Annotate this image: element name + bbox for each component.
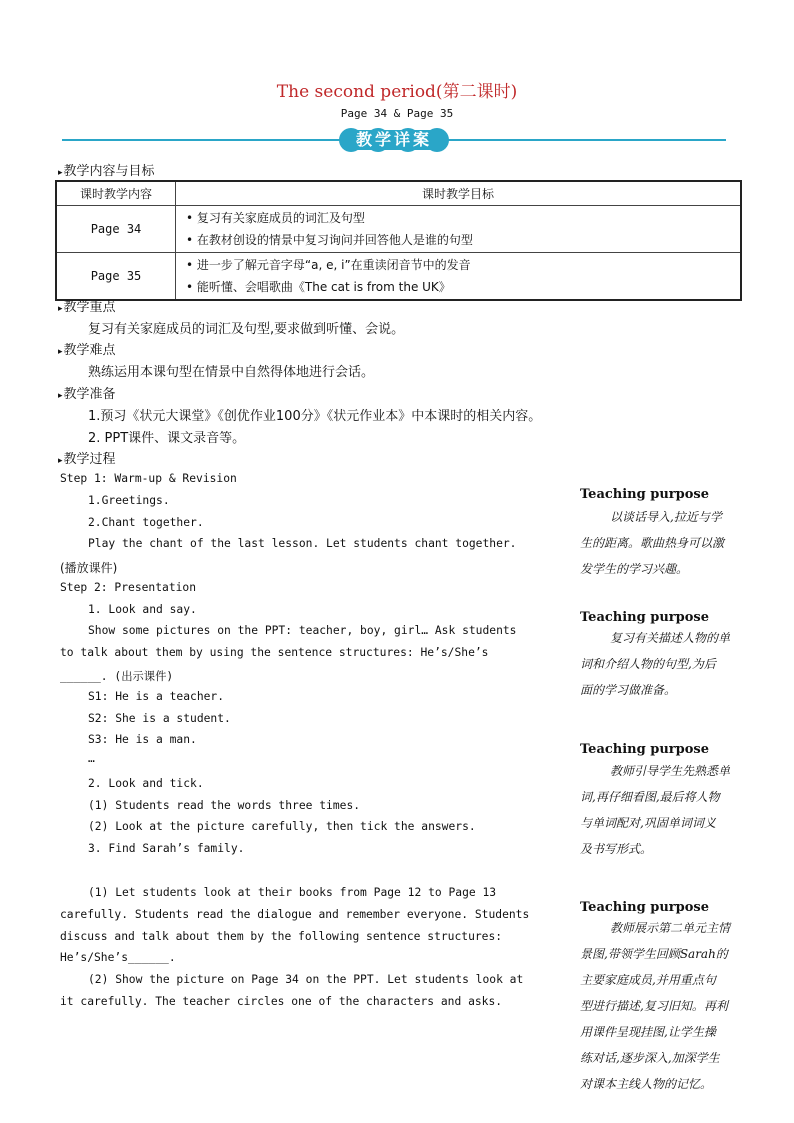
- process-line: (播放课件): [60, 561, 118, 575]
- difficulties-text: 熟练运用本课句型在情景中自然得体地进行会话。: [88, 365, 375, 380]
- sidebar-heading: Teaching purpose: [580, 610, 709, 625]
- process-line: S1: He is a teacher.: [88, 690, 225, 703]
- sidebar-line: 以谈话导入,拉近与学: [610, 510, 722, 524]
- sidebar-line: 教师展示第二单元主情: [610, 921, 731, 935]
- sidebar-line: 词和介绍人物的句型,为后: [580, 657, 716, 671]
- process-line: 1. Look and say.: [88, 603, 197, 616]
- process-line: (2) Look at the picture carefully, then tick the answers.: [88, 820, 476, 833]
- table-cell-page: Page 35: [56, 253, 176, 301]
- process-line: He’s/She’s______.: [60, 951, 176, 964]
- goal-item: • 进一步了解元音字母“a, e, i”在重读闭音节中的发音: [186, 258, 471, 272]
- process-line: 2. Look and tick.: [88, 777, 204, 790]
- process-line: 1.Greetings.: [88, 494, 170, 507]
- process-line: carefully. Students read the dialogue and remember everyone. Students: [60, 908, 530, 921]
- prep-item: 2. PPT课件、课文录音等。: [88, 431, 246, 446]
- sidebar-heading: Teaching purpose: [580, 487, 709, 502]
- process-line: (1) Let students look at their books from Page 12 to Page 13: [88, 886, 497, 899]
- section-content-goals: ▸ 教学内容与目标: [58, 160, 155, 179]
- process-line: Step 2: Presentation: [60, 581, 197, 594]
- process-line: …: [88, 752, 95, 765]
- table-header-row: [56, 181, 741, 206]
- sidebar-line: 主要家庭成员,并用重点句: [580, 973, 716, 987]
- process-line: S3: He is a man.: [88, 733, 197, 746]
- sidebar-line: 面的学习做准备。: [580, 683, 677, 697]
- process-line: it carefully. The teacher circles one of the characters and asks.: [60, 995, 503, 1008]
- banner-label: 教学详案: [355, 130, 432, 149]
- process-line: to talk about them by using the sentence structures: He’s/She’s: [60, 646, 489, 659]
- sidebar-note: [580, 915, 750, 1097]
- process-line: ______. (出示课件): [60, 670, 174, 683]
- table-cell-goals: [176, 206, 742, 253]
- sidebar-line: 型进行描述,复习旧知。再利: [580, 999, 728, 1013]
- sidebar-line: 词,再仔细看图,最后将人物: [580, 790, 720, 804]
- section-key-points: ▸ 教学重点: [58, 296, 116, 315]
- goal-item: • 在教材创设的情景中复习询问并回答他人是谁的句型: [186, 233, 473, 247]
- table-header-goals: 课时教学目标: [176, 181, 742, 206]
- key-points-text: 复习有关家庭成员的词汇及句型,要求做到听懂、会说。: [88, 322, 405, 337]
- section-preparation: ▸ 教学准备: [58, 383, 116, 402]
- sidebar-line: 教师引导学生先熟悉单: [610, 764, 731, 778]
- process-line: discuss and talk about them by the following sentence structures:: [60, 930, 503, 943]
- sidebar-line: 练对话,逐步深入,加深学生: [580, 1051, 720, 1065]
- process-line: Step 1: Warm-up & Revision: [60, 472, 237, 485]
- objectives-table: [55, 180, 742, 301]
- sidebar-line: 对课本主线人物的记忆。: [580, 1077, 713, 1091]
- table-cell-page: Page 34: [56, 206, 176, 253]
- table-row: [56, 253, 741, 301]
- goal-item: • 能听懂、会唱歌曲《The cat is from the UK》: [186, 280, 451, 294]
- sidebar-line: 生的距离。歌曲热身可以激: [580, 536, 725, 550]
- section-difficulties: ▸ 教学难点: [58, 339, 116, 358]
- table-header-content: 课时教学内容: [56, 181, 176, 206]
- sidebar-line: 发学生的学习兴趣。: [580, 562, 689, 576]
- sidebar-note: [580, 625, 750, 703]
- process-line: S2: She is a student.: [88, 712, 231, 725]
- sidebar-line: 与单词配对,巩固单词词义: [580, 816, 716, 830]
- sidebar-line: 景图,带领学生回顾Sarah的: [580, 947, 728, 961]
- page-range: Page 34 & Page 35: [340, 107, 454, 120]
- prep-item: 1.预习《状元大课堂》《创优作业100分》《状元作业本》中本课时的相关内容。: [88, 409, 542, 424]
- goal-item: • 复习有关家庭成员的词汇及句型: [186, 211, 365, 225]
- sidebar-line: 及书写形式。: [580, 842, 653, 856]
- sidebar-heading: Teaching purpose: [580, 742, 709, 757]
- sidebar-line: 用课件呈现挂图,让学生操: [580, 1025, 716, 1039]
- section-banner: [338, 127, 450, 153]
- process-line: Play the chant of the last lesson. Let students chant together.: [88, 537, 517, 550]
- section-process: ▸ 教学过程: [58, 448, 116, 467]
- sidebar-line: 复习有关描述人物的单: [610, 631, 731, 645]
- page-title: The second period(第二课时): [276, 82, 518, 102]
- process-line: 2.Chant together.: [88, 516, 204, 529]
- sidebar-note: [580, 758, 750, 862]
- process-line: 3. Find Sarah’s family.: [88, 842, 245, 855]
- sidebar-heading: Teaching purpose: [580, 900, 709, 915]
- table-row: [56, 206, 741, 253]
- sidebar-note: [580, 504, 750, 582]
- table-cell-goals: [176, 253, 742, 301]
- process-line: Show some pictures on the PPT: teacher, boy, girl… Ask students: [88, 624, 517, 637]
- process-line: (1) Students read the words three times.: [88, 799, 361, 812]
- process-line: (2) Show the picture on Page 34 on the PPT. Let students look at: [88, 973, 524, 986]
